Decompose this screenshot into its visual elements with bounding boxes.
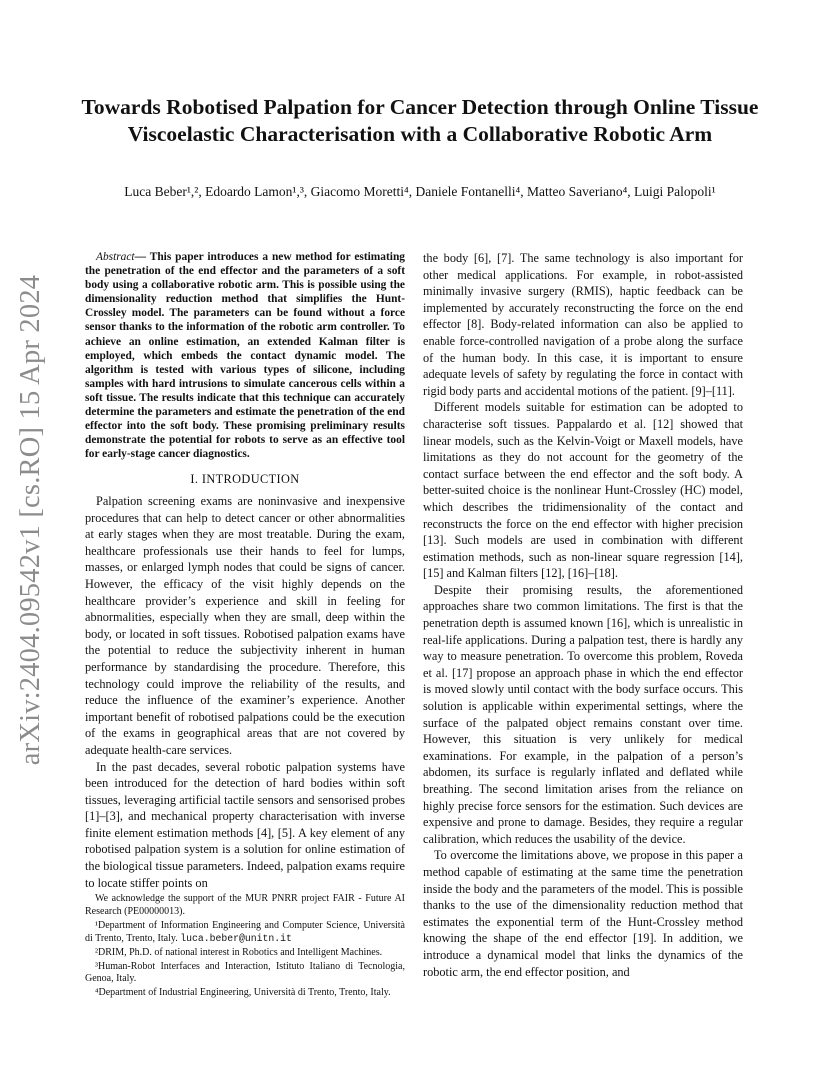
author-list: Luca Beber¹,², Edoardo Lamon¹,³, Giacomo Moretti⁴, Daniele Fontanelli⁴, Matteo Saveriano⁴, Luigi Palopoli¹ <box>124 184 716 199</box>
abstract-lead: Abstract <box>96 251 135 263</box>
arxiv-identifier-text: arXiv:2404.09542v1 [cs.RO] 15 Apr 2024 <box>15 274 47 766</box>
intro-paragraph-2: In the past decades, several robotic palpation systems have been introduced for the detection of hard bodies within soft tissues, leveraging artificial tactile sensors and sensorised probes [1]–[3], and mechanical property characterisation with inverse finite element estimation methods [4], [5]. A key element of any robotised palpation system is a solution for online estimation of the biological tissue parameters. Indeed, palpation exams require to locate stiffer points on <box>85 759 405 890</box>
footnote-support: We acknowledge the support of the MUR PNRR project FAIR - Future AI Research (PE00000013). <box>85 893 405 917</box>
footnotes <box>85 893 405 1001</box>
abstract <box>85 250 405 461</box>
arxiv-identifier <box>14 274 48 766</box>
right-column <box>423 250 743 980</box>
right-paragraph-1: the body [6], [7]. The same technology is also important for other medical applications. For example, in robot-assisted minimally invasive surgery (RMIS), haptic feedback can be implemented by accurately reconstructing the force on the end effector [8]. Body-related information can also be applied to enable force-controlled navigation of a probe along the surface of the human body. In this case, it is important to ensure adequate levels of safety by regulating the force in contact with rigid body parts and accidental motions of the patient. [9]–[11]. <box>423 251 743 398</box>
footnote-affiliation-1-text: ¹Department of Information Engineering and Computer Science, Università di Trento, Trento, Italy. <box>85 919 405 944</box>
footnote-email: luca.beber@unitn.it <box>180 932 292 944</box>
footnote-affiliation-1 <box>85 920 405 946</box>
right-paragraph-4: To overcome the limitations above, we propose in this paper a method capable of estimating at the same time the penetration inside the body and the parameters of the model. This is possible thanks to the use of the dimensionality reduction method that estimates the exponential term of the Hunt-Crossley method knowing the shape of the end effector [19]. In addition, we introduce a dynamical model that links the dynamics of the robotic arm, the end effector position, and <box>423 848 743 979</box>
right-paragraph-3: Despite their promising results, the aforementioned approaches share two common limitations. The first is that the penetration depth is assumed known [16], which is unrealistic in real-life applications. During a palpation test, there is hardly any way to measure penetration. To overcome this problem, Roveda et al. [17] propose an approach phase in which the end effector is moved slowly until contact with the body surface occurs. This solution is applicable within experimental settings, where the surface of the palpated object remains constant over time. However, this situation is very unlikely for medical examinations. For example, in the palpation of a person’s abdomen, its surface is regularly inflated and deflated while breathing. The second limitation arises from the reliance on highly precise force sensors for the estimation. Such devices are expensive and prone to damage. Besides, they require a regular calibration, which reduces the usability of the device. <box>423 582 743 846</box>
left-column <box>85 250 405 891</box>
footnote-affiliation-4: ⁴Department of Industrial Engineering, Università di Trento, Trento, Italy. <box>95 987 391 999</box>
right-paragraph-2: Different models suitable for estimation can be adopted to characterise soft tissues. Pappalardo et al. [12] showed that linear models, such as the Kelvin-Voigt or Maxell models, have limitations as they do not account for the geometry of the contact surface between the end effector and the soft body. A better-suited choice is the nonlinear Hunt-Crossley (HC) model, which describes the tridimensionality of the contact and reconstructs the force on the end effector with higher precision [13]. Such models are used in combination with different estimation methods, such as non-linear square regression [14], [15] and Kalman filters [12], [16]–[18]. <box>423 400 743 581</box>
section-heading-introduction: I. INTRODUCTION <box>190 472 300 487</box>
abstract-text: This paper introduces a new method for estimating the penetration of the end effector and the parameters of a soft body using a collaborative robotic arm. This is possible using the dimensionality reduction method that simplifies the Hunt-Crossley model. The parameters can be found without a force sensor thanks to the information of the robotic arm controller. To achieve an online estimation, an extended Kalman filter is employed, which embeds the contact dynamic model. The algorithm is tested with various types of silicone, including samples with hard intrusions to simulate cancerous cells within a soft tissue. The results indicate that this technique can accurately determine the parameters and estimate the penetration of the end effector into the soft body. These promising preliminary results demonstrate the potential for robots to serve as an effective tool for early-stage cancer diagnostics. <box>85 251 405 461</box>
intro-paragraph-1: Palpation screening exams are noninvasive and inexpensive procedures that can help to detect cancer or other abnormalities at early stages when they are most treatable. During the exam, healthcare professionals use their hands to feel for lumps, masses, or enlarged lymph nodes that could be signs of cancer. However, the efficacy of the visit highly depends on the healthcare provider’s experience and skill in feeling for abnormalities, especially when they are small, deep within the body, or located in soft tissues. Robotised palpation exams have the potential to reduce the subjectivity inherent in human performance by standardising the procedure. Therefore, this technology could improve the reliability of the results, and reduce the influence of the examiner’s experience. Another important benefit of robotised palpations could be the execution of the exams in geographical areas that are not covered by adequate health-care services. <box>85 494 405 757</box>
footnote-affiliation-2: ²DRIM, Ph.D. of national interest in Robotics and Intelligent Machines. <box>95 946 383 958</box>
paper-title: Towards Robotised Palpation for Cancer Detection through Online Tissue Viscoelastic Characterisation with a Collaborative Robotic Arm <box>81 95 759 146</box>
abstract-dash: — <box>134 251 150 263</box>
footnote-affiliation-3: ³Human-Robot Interfaces and Interaction, Istituto Italiano di Tecnologia, Genoa, Italy. <box>85 960 405 985</box>
